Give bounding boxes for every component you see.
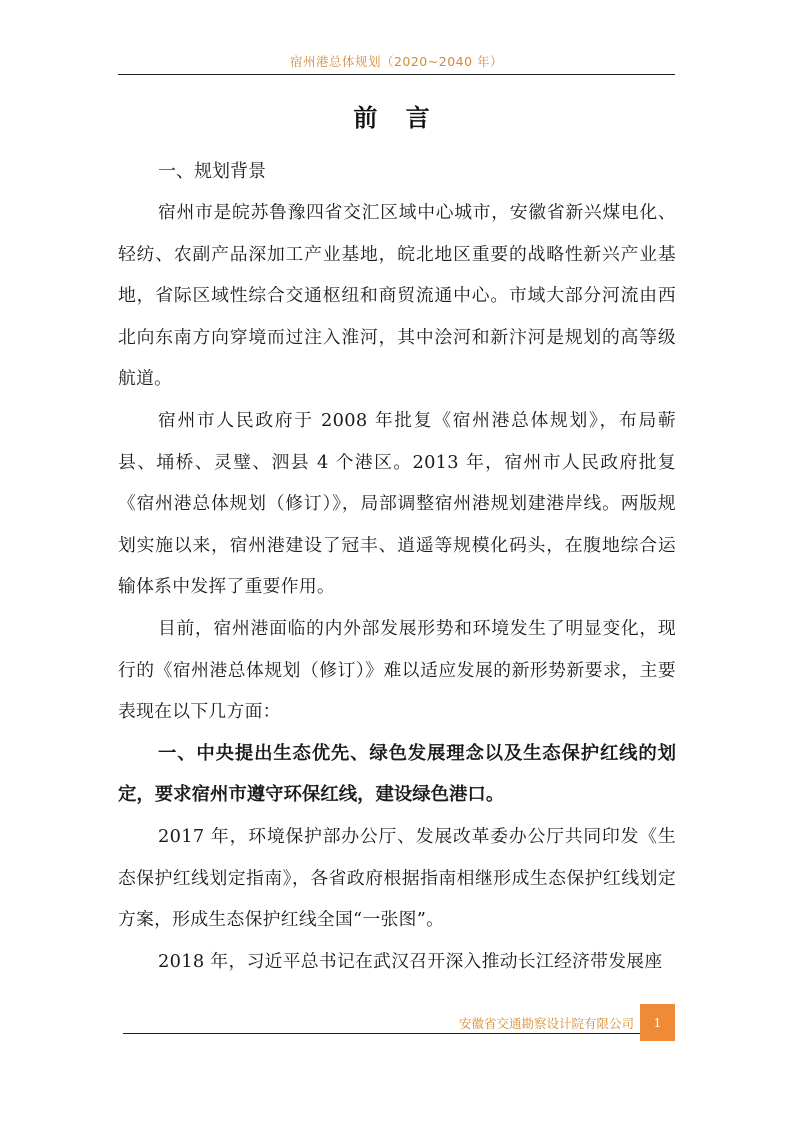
footer-company-name: 安徽省交通勘察设计院有限公司 <box>458 1016 634 1031</box>
page-number: 1 <box>653 1015 662 1030</box>
page-title: 前 言 <box>353 104 440 132</box>
paragraph: 宿州市人民政府于 2008 年批复《宿州港总体规划》，布局蕲县、埇桥、灵璧、泗县 4 个港区。2013 年，宿州市人民政府批复《宿州港总体规划（修订）》，局部调整宿州港规划建港岸线。两版规划实施以来，宿州港建设了冠丰、逍遥等规模化码头，在腹地综合运输体系中发挥了重要作用。 <box>118 409 676 598</box>
paragraph: 2017 年，环境保护部办公厅、发展改革委办公厅共同印发《生态保护红线划定指南》，各省政府根据指南相继形成生态保护红线划定方案，形成生态保护红线全国“一张图”。 <box>118 825 676 931</box>
section-heading: 一、规划背景 <box>158 161 266 182</box>
running-header-title: 宿州港总体规划（2020~2040 年） <box>289 54 504 69</box>
paragraph: 宿州市是皖苏鲁豫四省交汇区域中心城市，安徽省新兴煤电化、轻纺、农副产品深加工产业基地，皖北地区重要的战略性新兴产业基地，省际区域性综合交通枢纽和商贸流通中心。市域大部分河流由西北向东南方向穿境而过注入淮河，其中浍河和新汴河是规划的高等级航道。 <box>118 202 676 390</box>
document-body <box>118 152 676 982</box>
bold-subheading: 一、中央提出生态优先、绿色发展理念以及生态保护红线的划定，要求宿州市遵守环保红线，建设绿色港口。 <box>118 742 676 806</box>
paragraph: 2018 年，习近平总书记在武汉召开深入推动长江经济带发展座 <box>158 950 663 972</box>
page-number-badge <box>640 1004 675 1041</box>
footer-divider <box>123 1033 640 1034</box>
paragraph: 目前，宿州港面临的内外部发展形势和环境发生了明显变化，现行的《宿州港总体规划（修订）》难以适应发展的新形势新要求，主要表现在以下几方面： <box>118 617 676 723</box>
header-divider <box>118 74 675 75</box>
